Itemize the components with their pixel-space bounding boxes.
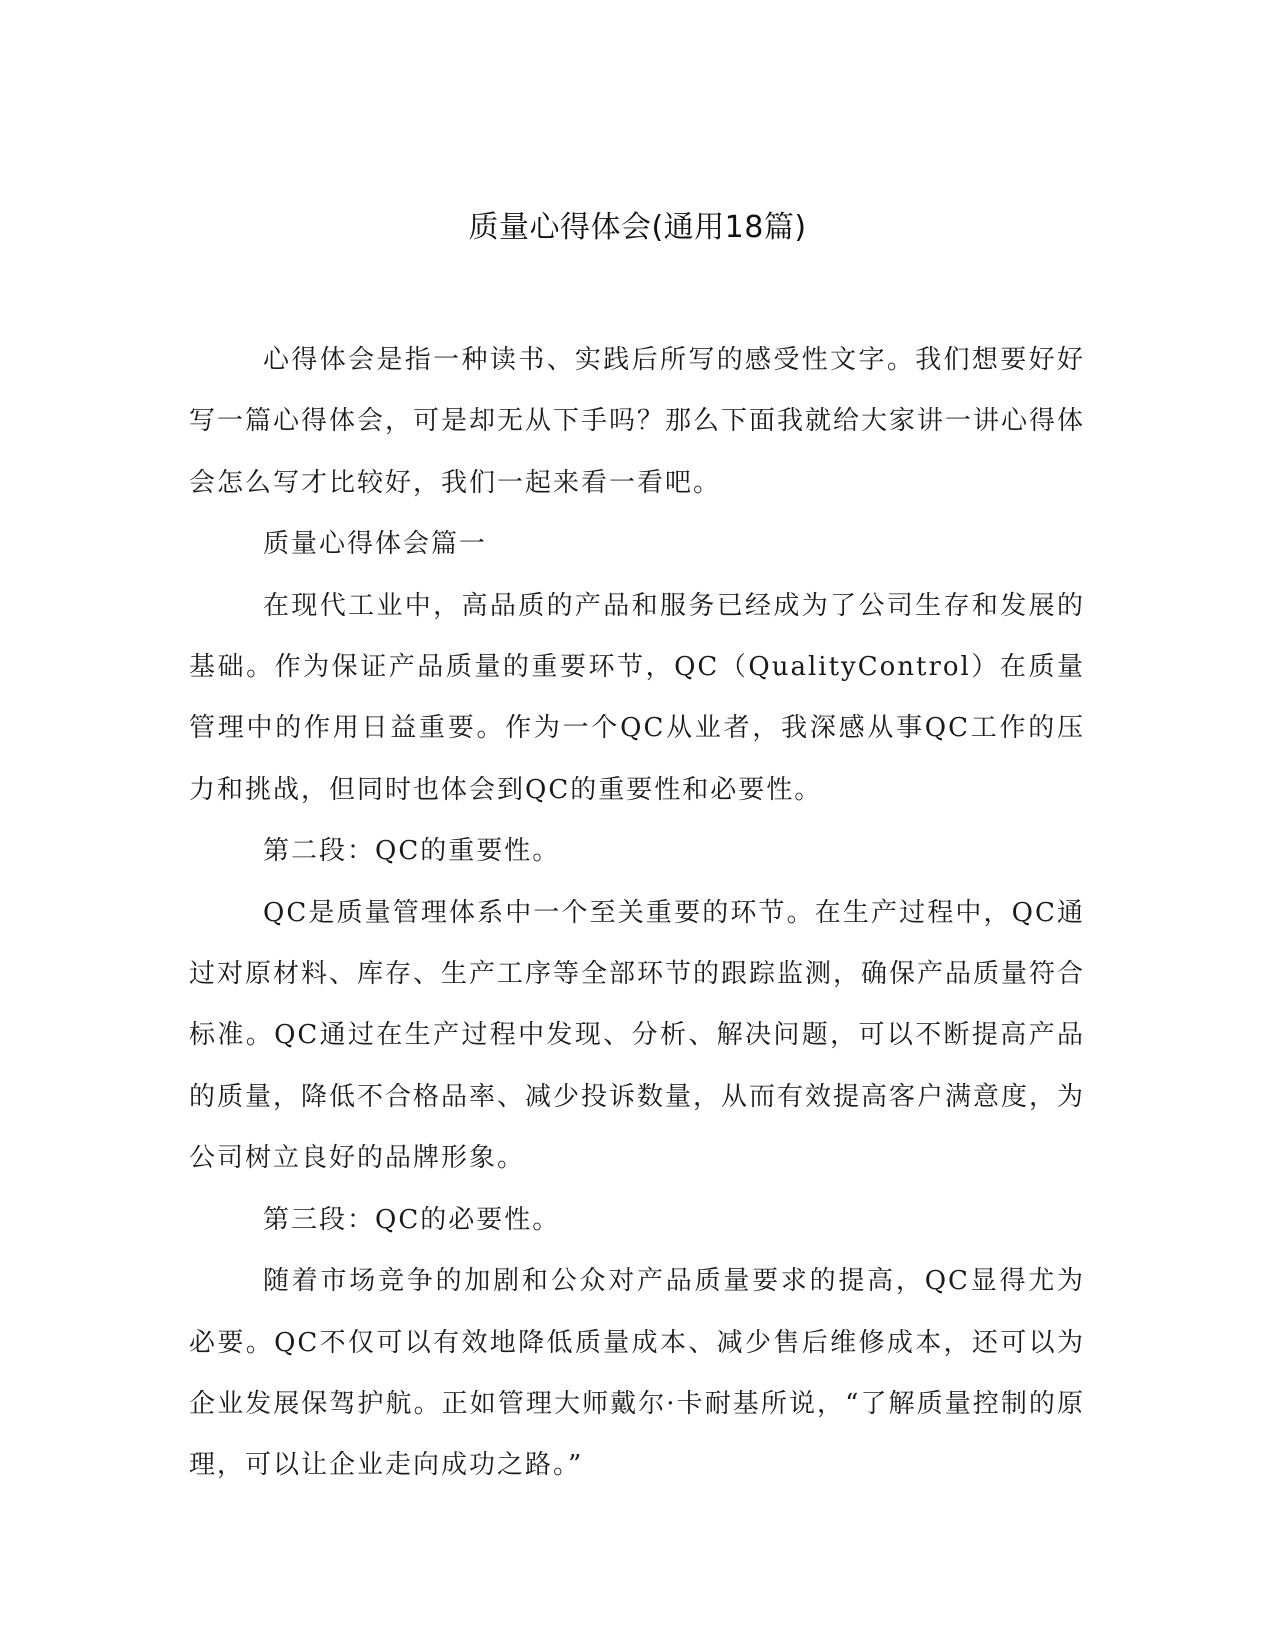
paragraph-part-one: 在现代工业中，高品质的产品和服务已经成为了公司生存和发展的基础。作为保证产品质量的重要环节，QC（QualityControl）在质量管理中的作用日益重要。作为一个QC从业者，我深感从事QC工作的压力和挑战，但同时也体会到QC的重要性和必要性。 (189, 590, 1085, 805)
document-body (189, 330, 1085, 1497)
paragraph-necessity: 随着市场竞争的加剧和公众对产品质量要求的提高，QC显得尤为必要。QC不仅可以有效地降低质量成本、减少售后维修成本，还可以为企业发展保驾护航。正如管理大师戴尔·卡耐基所说，“了解质量控制的原理，可以让企业走向成功之路。” (189, 1266, 1085, 1481)
paragraph-intro: 心得体会是指一种读书、实践后所写的感受性文字。我们想要好好写一篇心得体会，可是却无从下手吗？那么下面我就给大家讲一讲心得体会怎么写才比较好，我们一起来看一看吧。 (189, 345, 1086, 498)
section-heading-importance: 第二段：QC的重要性。 (263, 836, 561, 867)
section-heading-necessity: 第三段：QC的必要性。 (263, 1204, 561, 1235)
section-heading-part-one: 质量心得体会篇一 (263, 529, 488, 560)
paragraph-importance: QC是质量管理体系中一个至关重要的环节。在生产过程中，QC通过对原材料、库存、生产工序等全部环节的跟踪监测，确保产品质量符合标准。QC通过在生产过程中发现、分析、解决问题，可以不断提高产品的质量，降低不合格品率、减少投诉数量，从而有效提高客户满意度，为公司树立良好的品牌形象。 (189, 897, 1086, 1174)
document-title: 质量心得体会(通用18篇) (468, 210, 807, 245)
